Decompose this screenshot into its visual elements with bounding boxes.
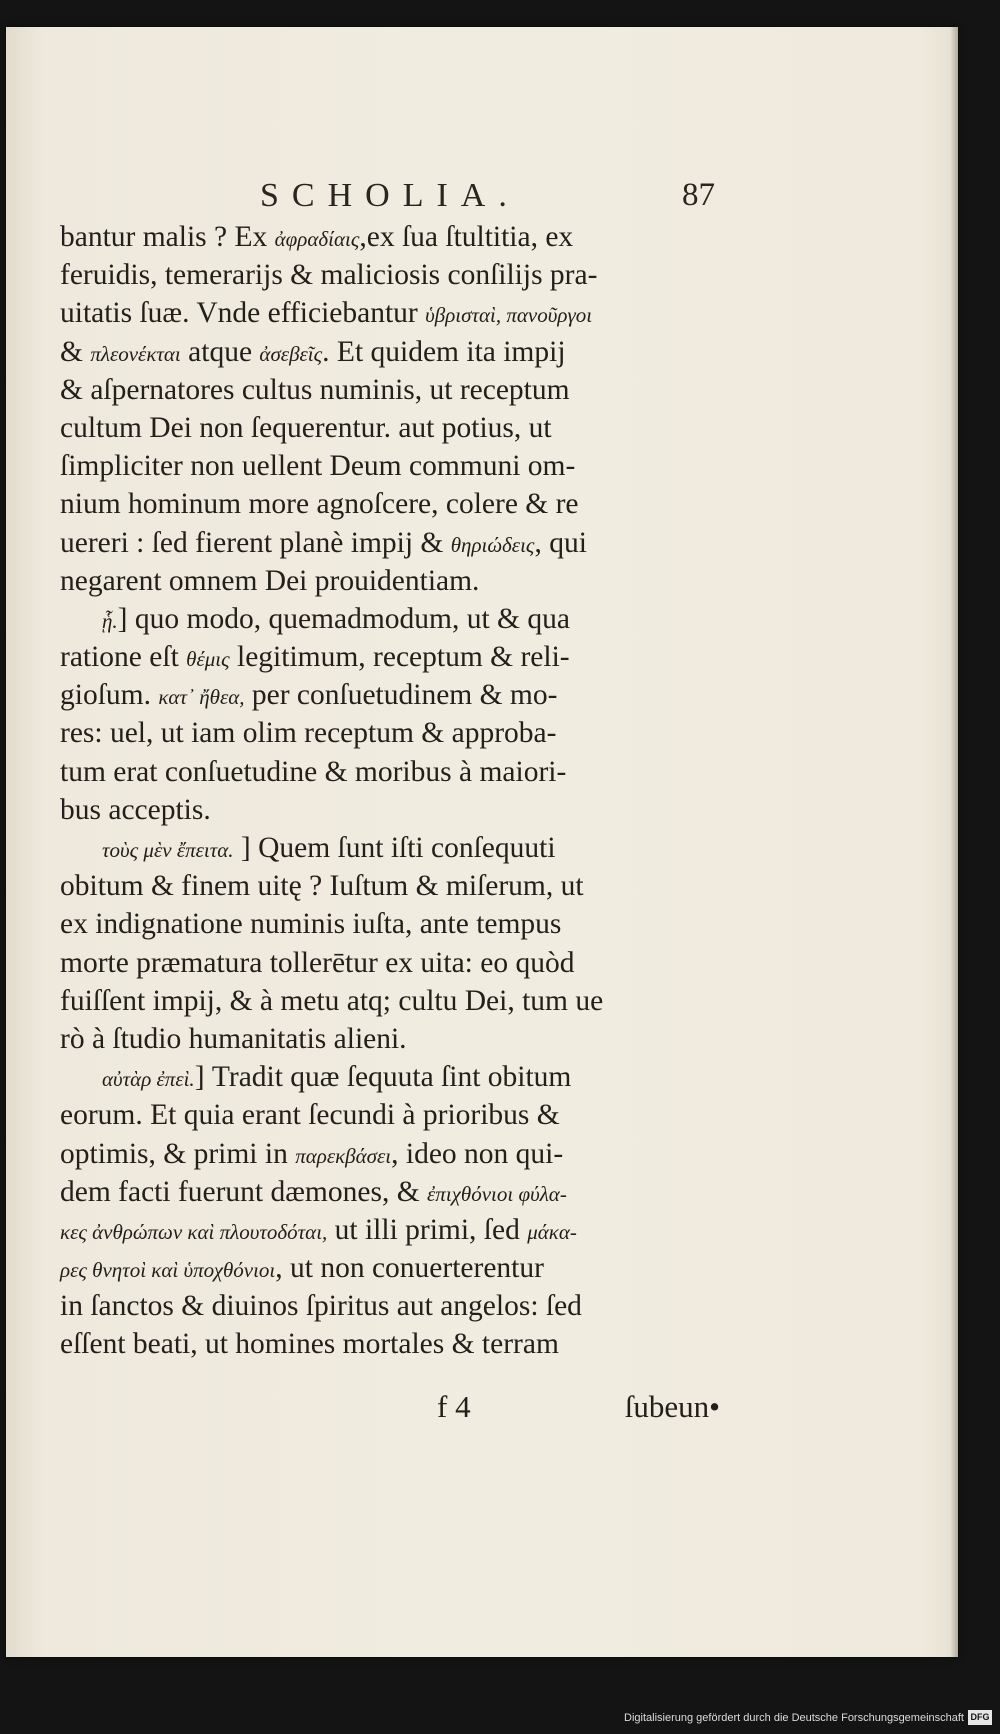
latin-text: cultum Dei non ſequerentur. aut potius, ut	[60, 411, 552, 444]
text-line	[60, 1020, 720, 1058]
greek-phrase: παρεκβάσει	[295, 1143, 392, 1168]
latin-text: feruidis, temerarijs & maliciosis conſilijs pra-	[60, 259, 598, 292]
greek-phrase: κατ᾽ ἤθεα,	[158, 685, 245, 710]
latin-text: obitum & finem uitę ? Iuſtum & miſerum, ut	[60, 870, 584, 903]
text-line	[60, 218, 720, 256]
running-title: SCHOLIA.	[260, 177, 520, 214]
page-footer	[60, 1389, 720, 1429]
latin-text: ratione eſt	[60, 641, 187, 674]
text-line	[60, 714, 720, 752]
text-line	[60, 905, 720, 943]
greek-phrase: ρες θνητοὶ καὶ ὑποχθόνιοι	[60, 1258, 276, 1283]
text-line	[60, 1325, 720, 1363]
latin-text: res: uel, ut iam olim receptum & approba-	[60, 717, 557, 750]
latin-text: , qui	[534, 526, 587, 559]
latin-text: uereri : ſed fierent planè impij &	[60, 526, 451, 559]
latin-text: . Et quidem ita impij	[322, 335, 566, 368]
text-line	[60, 447, 720, 485]
latin-text: ſimpliciter non uellent Deum communi om-	[60, 450, 576, 483]
latin-text: eſſent beati, ut homines mortales & terram	[60, 1328, 559, 1361]
text-line	[60, 829, 720, 867]
latin-text: bus acceptis.	[60, 793, 211, 826]
latin-text: ] Tradit quæ ſequuta ſint obitum	[194, 1061, 572, 1094]
text-line	[60, 1173, 720, 1211]
latin-text: fuiſſent impij, & à metu atq; cultu Dei, tum ue	[60, 984, 604, 1017]
latin-text: morte præmatura tollerētur ex uita: eo quòd	[60, 946, 575, 979]
latin-text: gioſum.	[60, 679, 159, 712]
greek-phrase: πλεονέκται	[90, 341, 181, 366]
signature-mark: f 4	[437, 1389, 471, 1424]
text-line	[60, 1096, 720, 1134]
latin-text: ex indignatione numinis iuſta, ante tempus	[60, 908, 562, 941]
latin-text: bantur malis ? Ex	[60, 221, 275, 253]
page-header	[260, 177, 715, 213]
text-line	[60, 409, 720, 447]
latin-text: in ſanctos & diuinos ſpiritus aut angelos: ſed	[60, 1290, 582, 1323]
latin-text: ,ex ſua ſtultitia, ex	[359, 221, 574, 253]
latin-text: tum erat conſuetudine & moribus à maiori-	[60, 755, 567, 788]
latin-text: optimis, & primi in	[60, 1137, 296, 1170]
text-line	[60, 1249, 720, 1287]
digitization-credit: Digitalisierung gefördert durch die Deutsche Forschungsgemeinschaft	[624, 1712, 964, 1724]
text-line	[60, 944, 720, 982]
latin-text: &	[60, 335, 91, 368]
greek-phrase: ἀσεβεῖς	[259, 341, 323, 366]
text-line	[60, 371, 720, 409]
text-line	[60, 485, 720, 523]
greek-phrase: μάκα-	[527, 1219, 577, 1244]
text-line	[60, 1135, 720, 1173]
latin-text: & aſpernatores cultus numinis, ut receptum	[60, 373, 570, 406]
page-edge-shadow	[950, 27, 958, 1657]
text-line	[60, 867, 720, 905]
latin-text: rò à ſtudio humanitatis alieni.	[60, 1022, 407, 1055]
latin-text: atque	[180, 335, 260, 368]
text-line	[60, 753, 720, 791]
text-line	[60, 562, 720, 600]
catchword: ſubeun•	[624, 1389, 720, 1424]
text-line	[60, 1211, 720, 1249]
greek-phrase: θηριώδεις	[450, 532, 535, 557]
greek-phrase: ᾗ.	[102, 608, 118, 633]
latin-text: , ideo non qui-	[391, 1137, 564, 1170]
text-line	[60, 1287, 720, 1325]
latin-text: eorum. Et quia erant ſecundi à prioribus &	[60, 1099, 560, 1132]
text-line	[60, 638, 720, 676]
body-text	[60, 218, 720, 1364]
page-number: 87	[682, 177, 715, 213]
greek-phrase: αὐτὰρ ἐπεὶ.	[102, 1067, 195, 1092]
text-line	[60, 982, 720, 1020]
latin-text: ] quo modo, quemadmodum, ut & qua	[117, 602, 570, 635]
latin-text: uitatis ſuæ. Vnde efficiebantur	[60, 297, 426, 330]
latin-text: negarent omnem Dei prouidentiam.	[60, 564, 480, 597]
latin-text: , ut non conuerterentur	[275, 1252, 544, 1285]
text-line	[60, 676, 720, 714]
latin-text: nium hominum more agnoſcere, colere & re	[60, 488, 579, 521]
dfg-logo: DFG	[968, 1710, 992, 1725]
text-line	[60, 294, 720, 332]
greek-phrase: τοὺς μὲν ἔπειτα.	[102, 838, 234, 862]
latin-text: dem facti fuerunt dæmones, &	[60, 1175, 428, 1208]
text-line	[60, 1058, 720, 1096]
latin-text: per conſuetudinem & mo-	[244, 679, 558, 712]
greek-phrase: κες ἀνθρώπων καὶ πλουτοδόται,	[60, 1219, 328, 1244]
greek-phrase: θέμις	[186, 647, 230, 672]
book-page	[6, 27, 958, 1657]
text-line	[60, 256, 720, 294]
text-line	[60, 600, 720, 638]
greek-phrase: ἐπιχθόνιοι φύλα-	[427, 1181, 567, 1206]
latin-text: ] Quem ſunt iſti conſequuti	[233, 832, 556, 864]
latin-text: legitimum, receptum & reli-	[229, 641, 570, 674]
text-line	[60, 524, 720, 562]
greek-phrase: ἀφραδίαις	[274, 227, 360, 251]
text-line	[60, 333, 720, 371]
text-line	[60, 791, 720, 829]
latin-text: ut illi primi, ſed	[327, 1213, 528, 1246]
greek-phrase: ὑβρισταὶ, πανοῦργοι	[425, 303, 593, 328]
